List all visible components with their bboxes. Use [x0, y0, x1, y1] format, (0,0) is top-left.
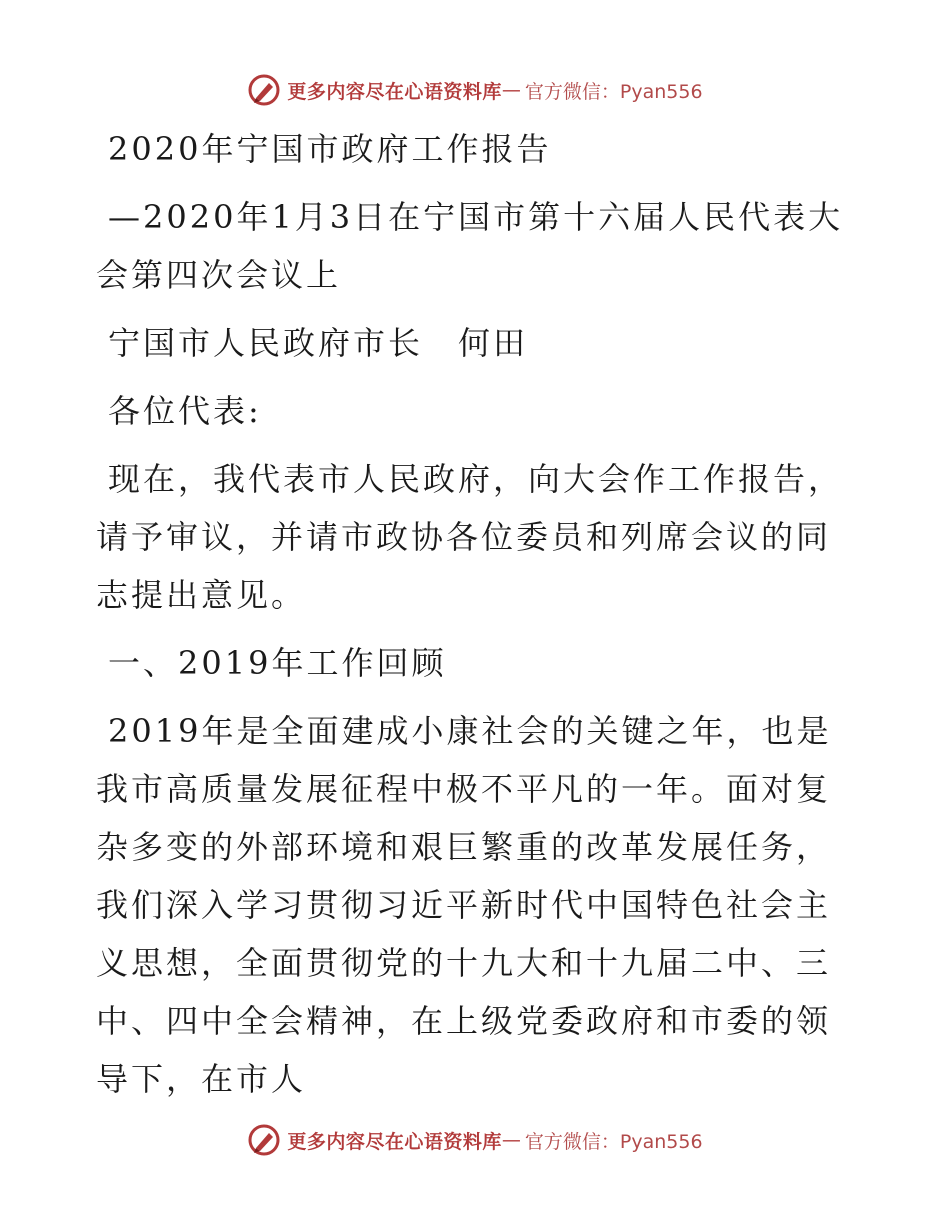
contact-text: 官方微信：Pyan556	[524, 1130, 703, 1153]
pen-logo-icon	[247, 73, 281, 107]
body-paragraph: 2019年是全面建成小康社会的关键之年，也是我市高质量发展征程中极不平凡的一年。面对复杂多变的外部环境和艰巨繁重的改革发展任务，我们深入学习贯彻习近平新时代中国特色社会主义思想，全面贯彻党的十九大和十九届二中、三中、四中全会精神，在上级党委政府和市委的领导下，在市人	[96, 712, 832, 1098]
document-body	[96, 120, 856, 1118]
section-heading: 一、2019年工作回顾	[108, 644, 447, 682]
pen-logo-icon	[247, 1123, 281, 1157]
top-banner	[0, 70, 950, 110]
document-subtitle: —2020年1月3日在宁国市第十六届人民代表大会第四次会议上	[96, 198, 844, 294]
brand-text: 更多内容尽在心语资料库	[287, 80, 502, 103]
document-title: 2020年宁国市政府工作报告	[108, 130, 552, 168]
intro-paragraph: 现在，我代表市人民政府，向大会作工作报告，请予审议，并请市政协各位委员和列席会议的同志提出意见。	[96, 460, 844, 614]
contact-text: 官方微信：Pyan556	[524, 80, 703, 103]
banner-dash: —	[501, 1129, 521, 1151]
bottom-banner	[0, 1120, 950, 1160]
banner-dash: —	[501, 79, 521, 101]
salutation: 各位代表:	[108, 392, 262, 430]
brand-text: 更多内容尽在心语资料库	[287, 1130, 502, 1153]
speaker-line: 宁国市人民政府市长 何田	[108, 324, 529, 362]
